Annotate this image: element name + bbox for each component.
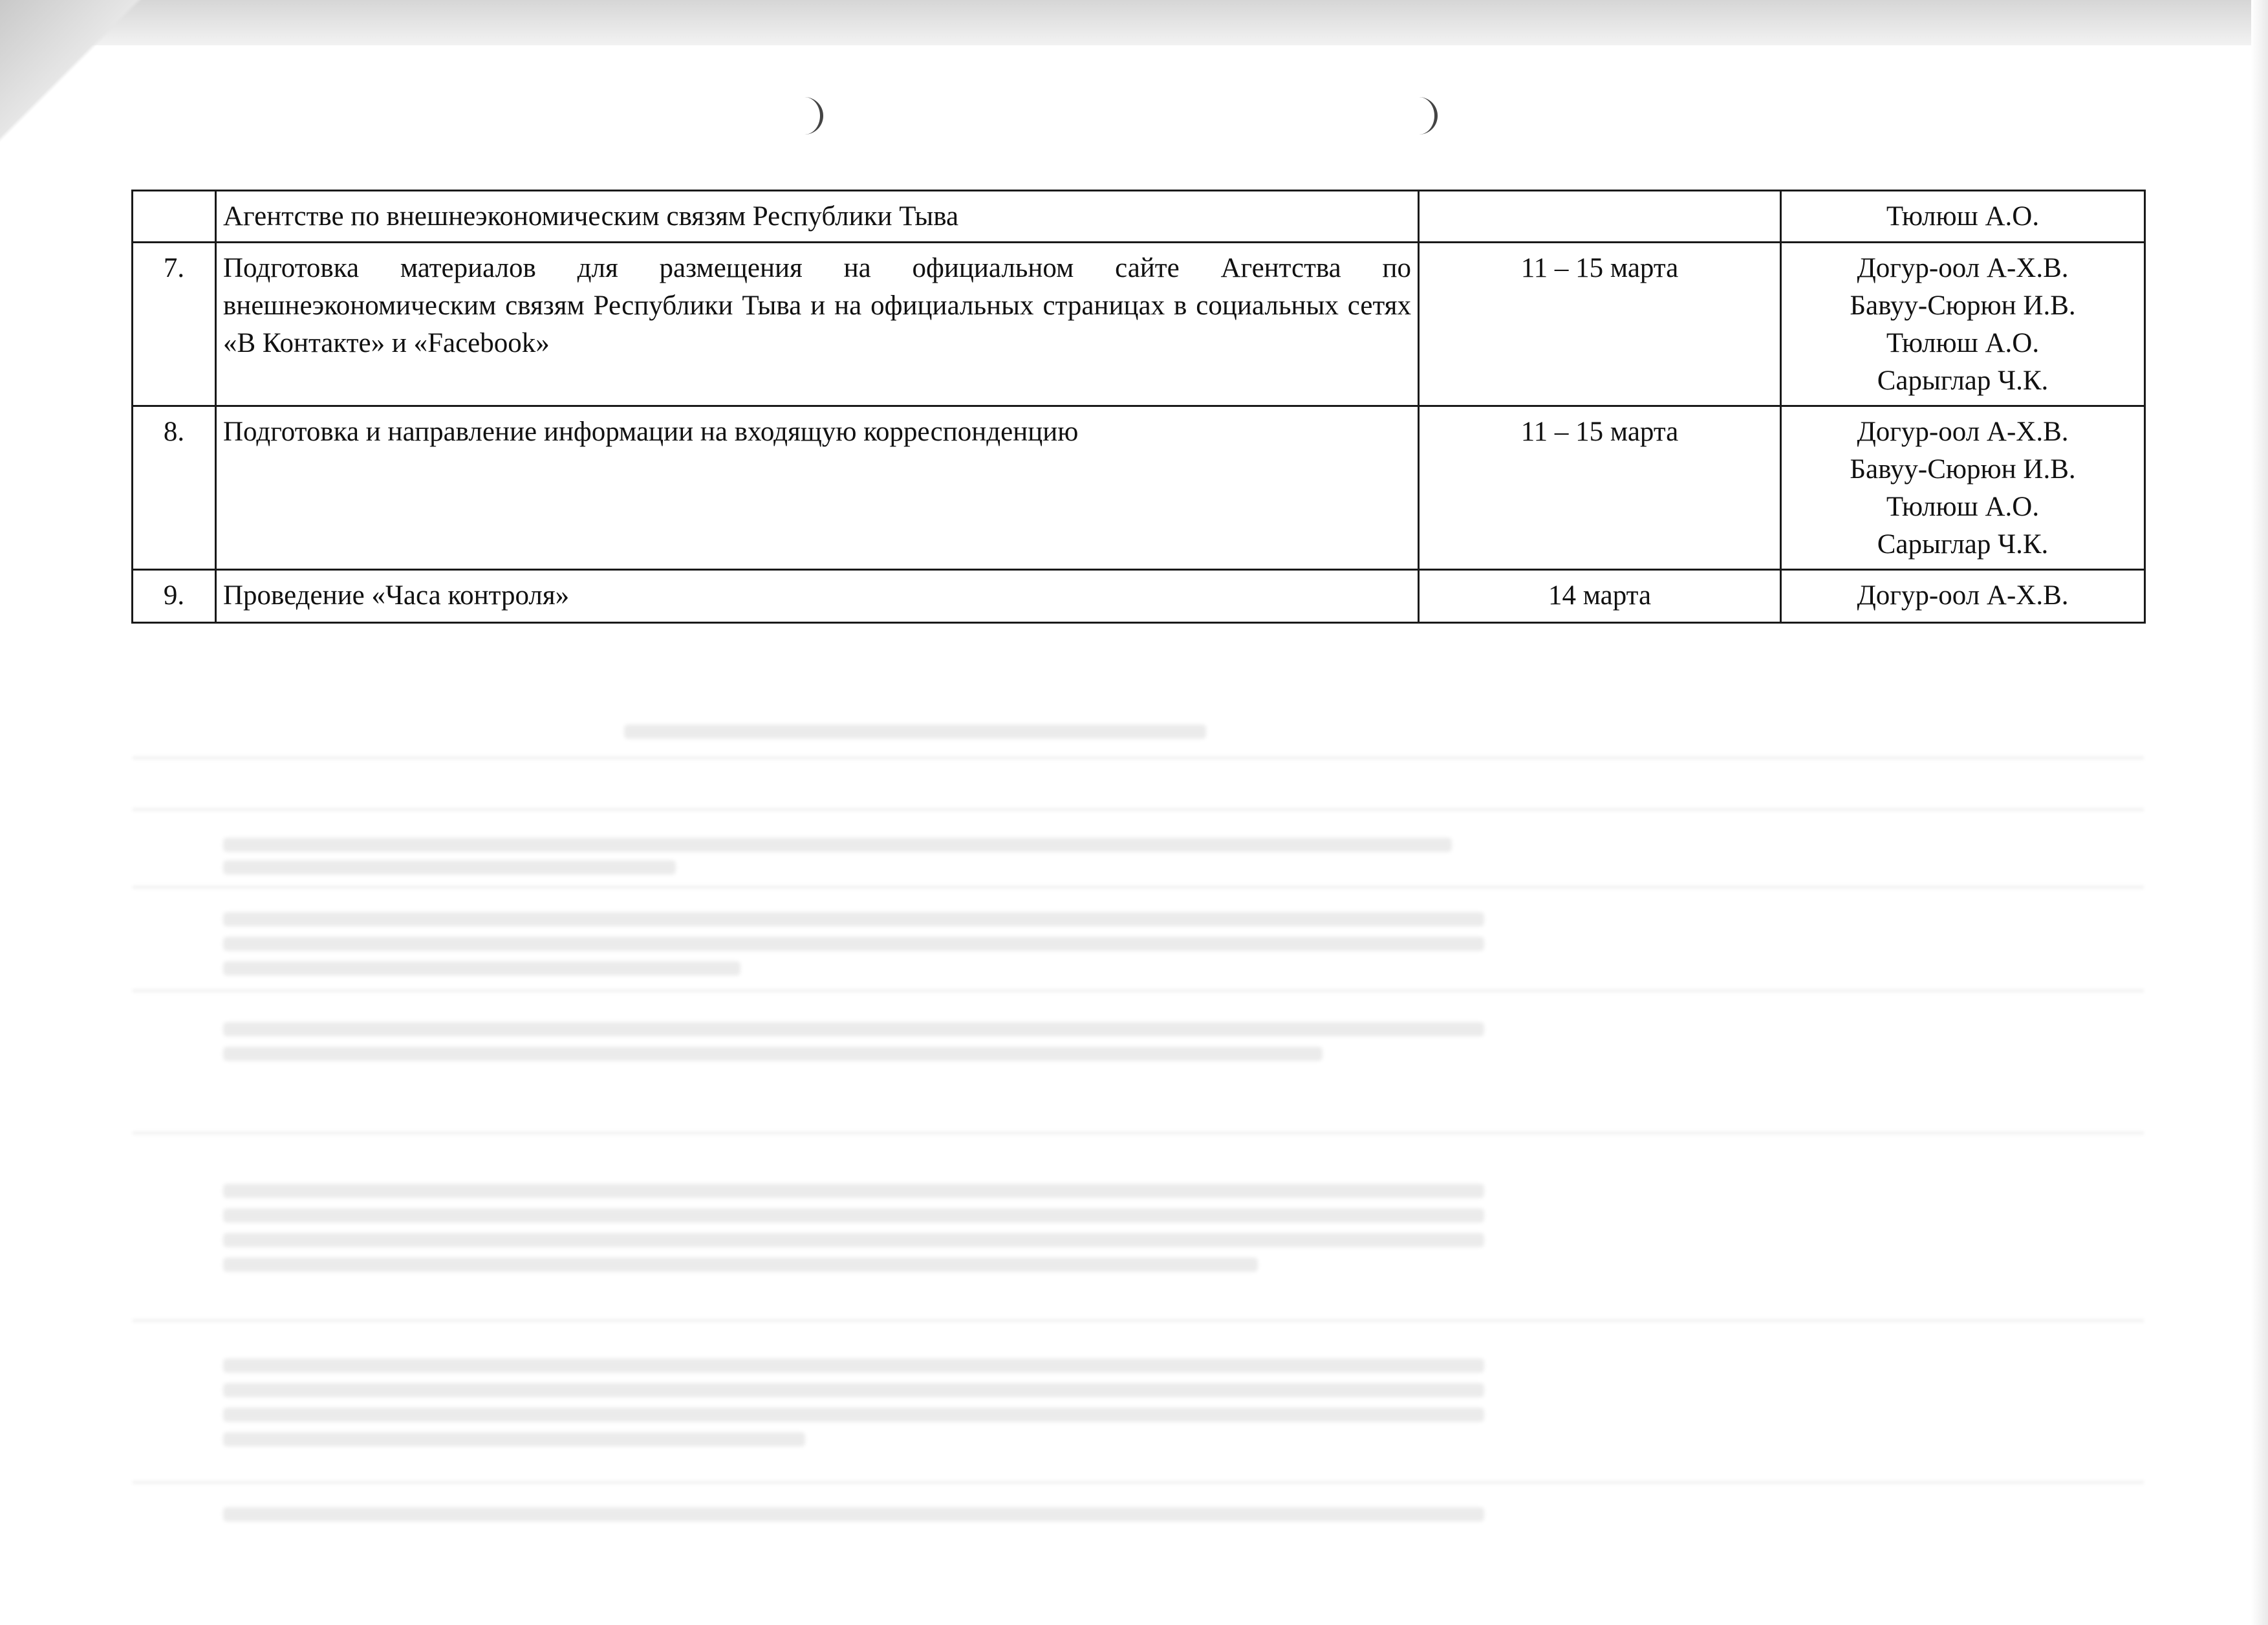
table-row [133, 406, 2145, 570]
event-date: 11 – 15 марта [1419, 243, 1781, 406]
row-number: 9. [133, 570, 216, 623]
table-row [133, 191, 2145, 243]
responsible-persons [1781, 191, 2145, 243]
table-row [133, 570, 2145, 623]
event-description: Подготовка и направление информации на входящую корреспонденцию [216, 406, 1419, 570]
event-description: Подготовка материалов для размещения на официальном сайте Агентства по внешнеэкономическим связям Республики Тыва и на официальных страницах в социальных сетях «В Контакте» и «Facebook» [216, 243, 1419, 406]
event-date: 14 марта [1419, 570, 1781, 623]
event-description: Агентстве по внешнеэкономическим связям Республики Тыва [216, 191, 1419, 243]
responsible-person: Тюлюш А.О. [1886, 201, 2040, 232]
responsible-person: Тюлюш А.О. [1886, 328, 2040, 359]
responsible-person: Догур-оол А-Х.В. [1857, 580, 2069, 611]
row-number: 8. [133, 406, 216, 570]
folded-corner [0, 0, 142, 142]
bleed-through-texture [133, 705, 2144, 1585]
responsible-person: Догур-оол А-Х.В. [1857, 417, 2069, 448]
table-row [133, 243, 2145, 406]
scan-top-edge [0, 0, 2268, 45]
punch-hole-left [802, 97, 823, 135]
scan-right-edge [2251, 0, 2268, 1625]
responsible-person: Бавуу-Сюрюн И.В. [1850, 290, 2076, 322]
responsible-persons [1781, 570, 2145, 623]
responsible-person: Догур-оол А-Х.В. [1857, 253, 2069, 283]
responsible-person: Сарыглар Ч.К. [1877, 365, 2049, 397]
event-description: Проведение «Часа контроля» [216, 570, 1419, 623]
responsible-persons [1781, 406, 2145, 570]
responsible-person: Сарыглар Ч.К. [1877, 529, 2049, 560]
responsible-person: Бавуу-Сюрюн И.В. [1850, 454, 2076, 485]
responsible-person: Тюлюш А.О. [1886, 492, 2040, 523]
event-date [1419, 191, 1781, 243]
event-date: 11 – 15 марта [1419, 406, 1781, 570]
responsible-persons [1781, 243, 2145, 406]
events-table [131, 190, 2146, 624]
row-number: 7. [133, 243, 216, 406]
punch-hole-right [1416, 97, 1438, 135]
row-number [133, 191, 216, 243]
